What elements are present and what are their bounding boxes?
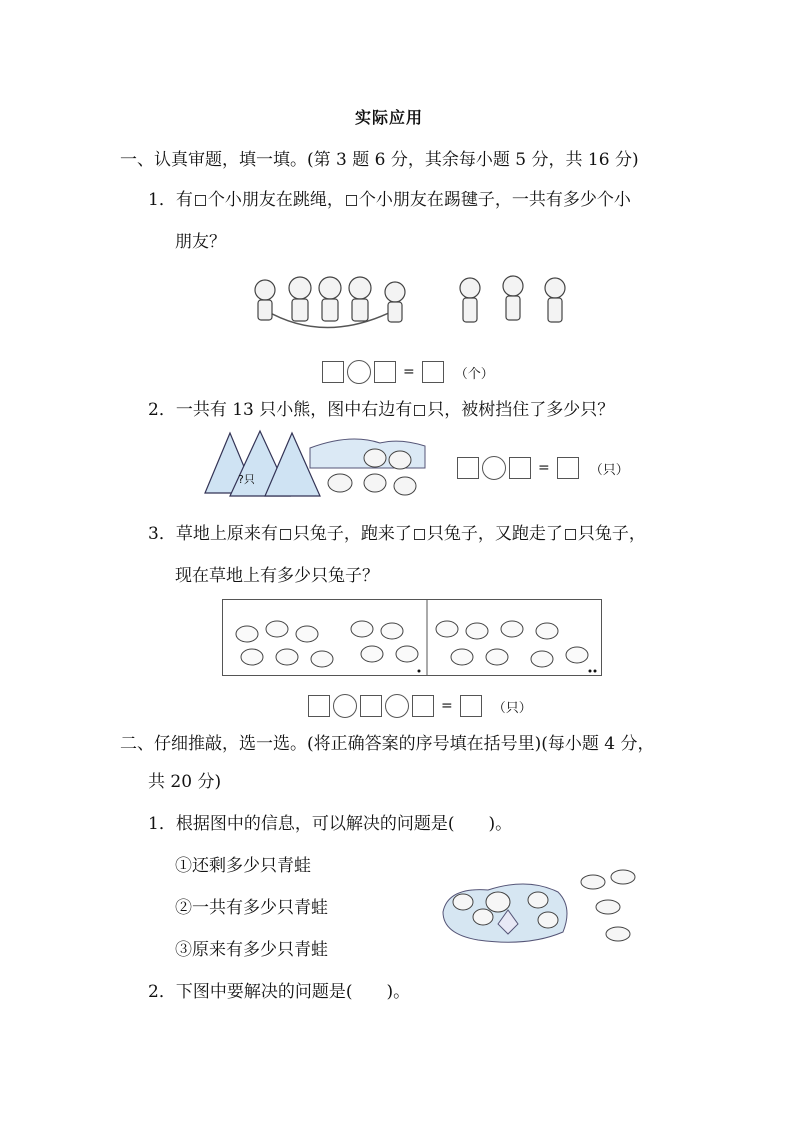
- unit-label: （只）: [492, 700, 532, 716]
- q2-line1: 2．一共有 13 只小熊，图中右边有 只，被树挡住了多少只？: [148, 400, 615, 420]
- answer-box[interactable]: [457, 457, 479, 479]
- q2-equation: [457, 456, 629, 480]
- section1-heading: 一、认真审题，填一填。(第 3 题 6 分，其余每小题 5 分，共 16 分): [120, 150, 639, 170]
- operator-circle[interactable]: [385, 694, 409, 718]
- operator-circle[interactable]: [333, 694, 357, 718]
- section2-heading-line1: 二、仔细推敲，选一选。(将正确答案的序号填在括号里)(每小题 4 分，: [120, 734, 655, 754]
- page-title: 实际应用: [355, 108, 424, 127]
- answer-box[interactable]: [374, 361, 396, 383]
- equals-sign: =: [538, 460, 550, 476]
- s2-q2-stem: 2．下图中要解决的问题是( )。: [148, 982, 411, 1002]
- blank-square-icon: [280, 529, 291, 540]
- blank-square-icon: [414, 529, 425, 540]
- answer-box[interactable]: [308, 695, 330, 717]
- rabbits-illustration: [222, 599, 602, 677]
- tree-hidden-label: ?只: [238, 473, 255, 486]
- q3-line2: 现在草地上有多少只兔子？: [175, 566, 379, 586]
- q1-line2: 朋友？: [175, 232, 226, 252]
- unit-label: （只）: [589, 462, 629, 478]
- trees-and-bears-illustration: [200, 428, 430, 503]
- answer-box[interactable]: [322, 361, 344, 383]
- q3-equation: [308, 694, 532, 718]
- s2-q1-stem: 1．根据图中的信息，可以解决的问题是( )。: [148, 814, 513, 834]
- answer-box[interactable]: [557, 457, 579, 479]
- s2-q1-option-2: ②一共有多少只青蛙: [175, 898, 328, 918]
- blank-square-icon: [565, 529, 576, 540]
- s2-q1-option-1: ①还剩多少只青蛙: [175, 856, 311, 876]
- q3-line1: 3．草地上原来有 只兔子，跑来了 只兔子，又跑走了 只兔子，: [148, 524, 646, 544]
- frogs-pond-illustration: [438, 862, 648, 952]
- unit-label: （个）: [454, 366, 494, 382]
- answer-box[interactable]: [422, 361, 444, 383]
- answer-box[interactable]: [360, 695, 382, 717]
- operator-circle[interactable]: [347, 360, 371, 384]
- blank-square-icon: [346, 195, 357, 206]
- equals-sign: =: [403, 364, 415, 380]
- children-jumping-rope-illustration: [245, 270, 575, 340]
- answer-box[interactable]: [460, 695, 482, 717]
- blank-square-icon: [195, 195, 206, 206]
- operator-circle[interactable]: [482, 456, 506, 480]
- blank-square-icon: [414, 405, 425, 416]
- q1-equation: [322, 360, 494, 384]
- equals-sign: =: [441, 698, 453, 714]
- section2-heading-line2: 共 20 分): [148, 772, 222, 792]
- s2-q1-option-3: ③原来有多少只青蛙: [175, 940, 328, 960]
- q1-line1: 1．有 个小朋友在跳绳， 个小朋友在踢毽子，一共有多少个小: [148, 190, 631, 210]
- answer-box[interactable]: [509, 457, 531, 479]
- answer-box[interactable]: [412, 695, 434, 717]
